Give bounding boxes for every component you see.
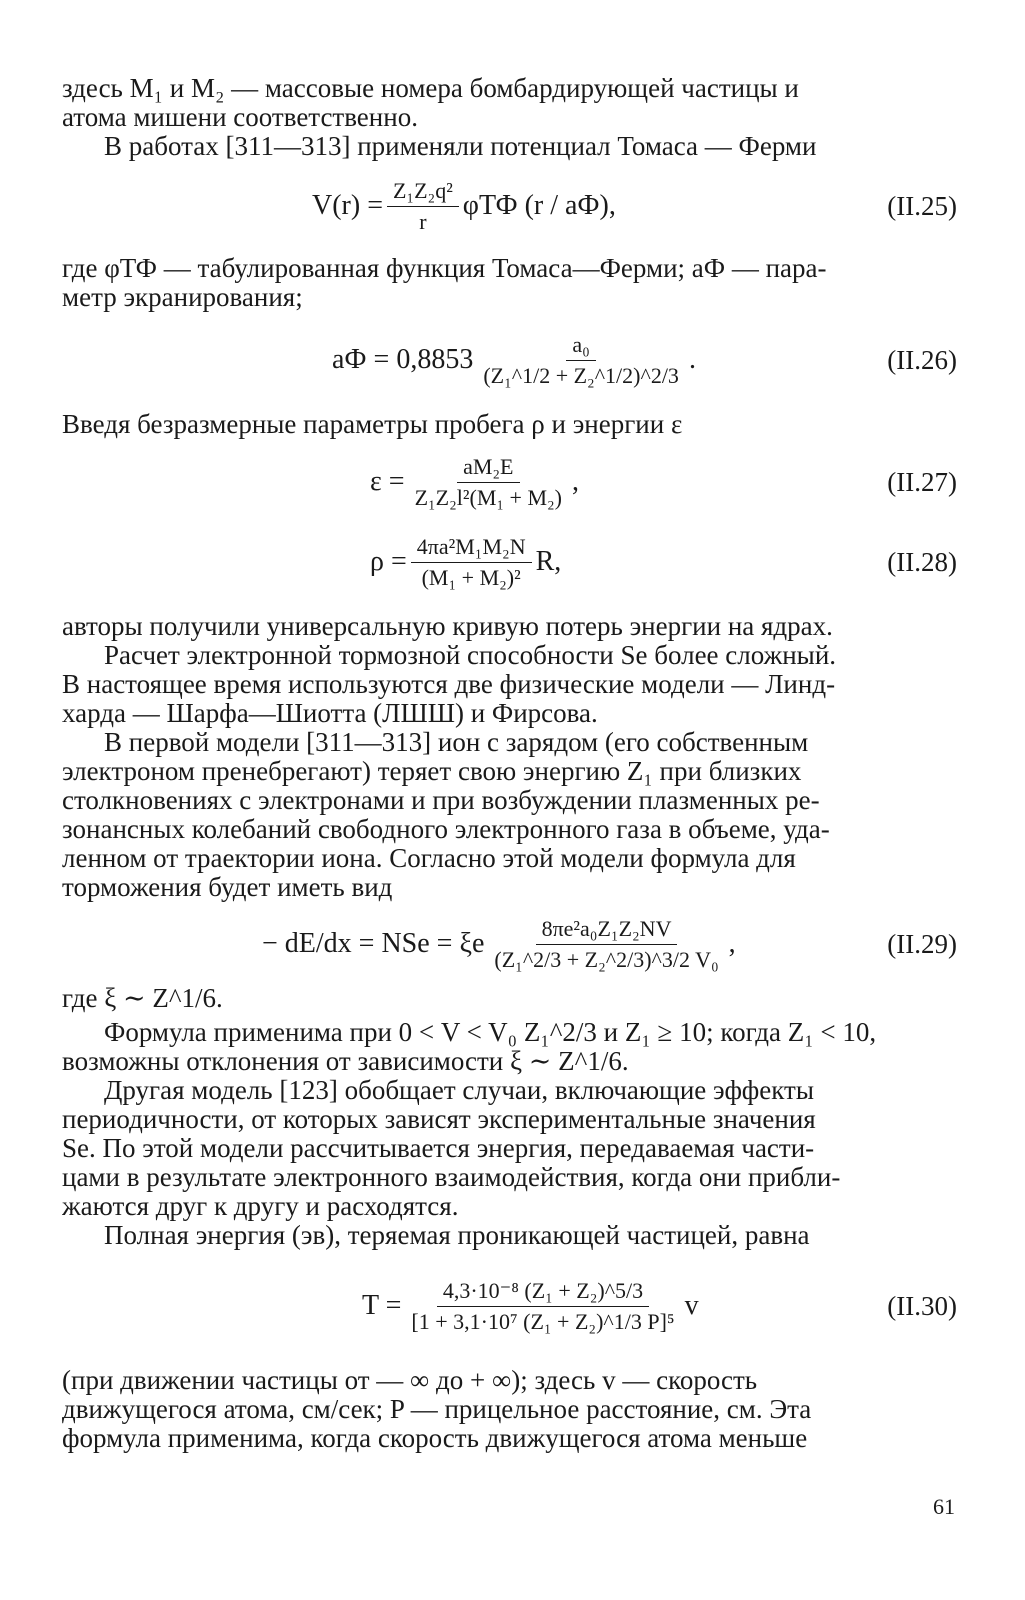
eq-denominator: r xyxy=(419,208,427,234)
equation-number: (II.25) xyxy=(887,190,957,221)
eq-lhs: ε = xyxy=(370,466,405,497)
equation-II-26 xyxy=(62,320,957,400)
equation-number: (II.29) xyxy=(887,928,957,959)
text-line: Другая модель [123] обобщает случаи, включающие эффекты xyxy=(104,1076,814,1105)
eq-tail: φТФ (r / aФ), xyxy=(462,190,616,221)
eq-denominator: [1 + 3,1·10⁷ (Z₁ + Z₂)^1/3 P]⁵ xyxy=(411,1308,675,1334)
equation-II-29 xyxy=(62,904,957,984)
eq-fraction xyxy=(405,1278,680,1335)
text-line: В первой модели [311—313] ион с зарядом (его собственным xyxy=(104,728,809,757)
equation-number: (II.27) xyxy=(887,466,957,497)
paragraph-7 xyxy=(62,1018,957,1250)
eq-lhs: V(r) = xyxy=(312,190,383,221)
eq-lhs: − dE/dx = NSe = ξe xyxy=(262,928,485,959)
text-line: (при движении частицы от — ∞ до + ∞); здесь v — скорость xyxy=(62,1366,758,1395)
text-line: электроном пренебрегают) теряет свою энергию Z₁ при близких xyxy=(62,757,802,786)
text-line: формула применима, когда скорость движущегося атома меньше xyxy=(62,1424,808,1453)
eq-tail: , xyxy=(572,466,580,497)
text-line: возможны отклонения от зависимости ξ ∼ Z^1/6. xyxy=(62,1047,629,1076)
text-line: движущегося атома, см/сек; P — прицельное расстояние, см. Эта xyxy=(62,1395,812,1424)
eq-numerator: a₀ xyxy=(566,332,595,361)
text-line: Расчет электронной тормозной способности Se более сложный. xyxy=(104,641,837,670)
eq-lhs: aФ = 0,8853 xyxy=(332,344,474,375)
paragraph-6 xyxy=(62,984,957,1013)
eq-tail: v xyxy=(684,1290,699,1321)
eq-lhs: T = xyxy=(362,1290,402,1321)
eq-tail: R, xyxy=(535,546,562,577)
text-line: здесь M₁ и M₂ — массовые номера бомбардирующей частицы и xyxy=(62,74,799,103)
equation-II-30 xyxy=(62,1266,957,1346)
text-line: В работах [311—313] применяли потенциал Томаса — Ферми xyxy=(104,132,817,161)
paragraph-3 xyxy=(62,254,957,312)
text-line: Полная энергия (эв), теряемая проникающей частицей, равна xyxy=(104,1221,810,1250)
eq-denominator: (Z₁^2/3 + Z₂^2/3)^3/2 V₀ xyxy=(494,946,719,972)
text-line: периодичности, от которых зависят экспериментальные значения xyxy=(62,1105,816,1134)
page-number: 61 xyxy=(933,1494,955,1519)
paragraph-5 xyxy=(62,612,957,902)
equation-II-28 xyxy=(62,522,957,602)
equation-II-25 xyxy=(62,166,957,246)
text-line: ленном от траектории иона. Согласно этой модели формула для xyxy=(62,844,796,873)
eq-lhs: ρ = xyxy=(370,546,407,577)
text-line: столкновениях с электронами и при возбуждении плазменных ре- xyxy=(62,786,820,815)
text-line: харда — Шарфа—Шиотта (ЛШШ) и Фирсова. xyxy=(62,699,598,728)
eq-numerator: 4πa²M₁M₂N xyxy=(411,534,532,563)
eq-denominator: (Z₁^1/2 + Z₂^1/2)^2/3 xyxy=(483,362,679,388)
text-line: Введя безразмерные параметры пробега ρ и энергии ε xyxy=(62,410,683,439)
eq-tail: , xyxy=(728,928,736,959)
eq-tail: . xyxy=(688,344,696,375)
text-line: атома мишени соответственно. xyxy=(62,103,418,132)
paragraph-2 xyxy=(62,132,957,161)
text-line: зонансных колебаний свободного электронного газа в объеме, уда- xyxy=(62,815,830,844)
text-line: цами в результате электронного взаимодействия, когда они прибли- xyxy=(62,1163,841,1192)
text-line: жаются друг к другу и расходятся. xyxy=(62,1192,459,1221)
text-line: где φТФ — табулированная функция Томаса—Ферми; aФ — пара- xyxy=(62,254,827,283)
paragraph-4 xyxy=(62,410,957,439)
text-line: Se. По этой модели рассчитывается энергия, передаваемая части- xyxy=(62,1134,815,1163)
paragraph-8 xyxy=(62,1366,957,1453)
eq-fraction xyxy=(488,916,724,973)
eq-fraction xyxy=(409,454,568,511)
text-line: где ξ ∼ Z^1/6. xyxy=(62,984,223,1013)
eq-numerator: 4,3·10⁻⁸ (Z₁ + Z₂)^5/3 xyxy=(437,1278,649,1307)
eq-numerator: Z₁Z₂q² xyxy=(387,178,459,207)
text-line: торможения будет иметь вид xyxy=(62,873,393,902)
eq-fraction xyxy=(411,534,532,591)
eq-numerator: 8πe²a₀Z₁Z₂NV xyxy=(536,916,678,945)
equation-number: (II.30) xyxy=(887,1290,957,1321)
paragraph-1 xyxy=(62,74,957,132)
text-line: Формула применима при 0 < V < V₀ Z₁^2/3 и Z₁ ≥ 10; когда Z₁ < 10, xyxy=(104,1018,877,1047)
eq-fraction xyxy=(387,178,459,235)
equation-number: (II.26) xyxy=(887,344,957,375)
text-line: метр экранирования; xyxy=(62,283,303,312)
equation-II-27 xyxy=(62,442,957,522)
text-line: авторы получили универсальную кривую потерь энергии на ядрах. xyxy=(62,612,833,641)
eq-denominator: (M₁ + M₂)² xyxy=(421,564,521,590)
text-line: В настоящее время используются две физические модели — Линд- xyxy=(62,670,836,699)
eq-denominator: Z₁Z₂l²(M₁ + M₂) xyxy=(414,484,563,510)
equation-number: (II.28) xyxy=(887,546,957,577)
eq-numerator: aM₂E xyxy=(457,454,519,483)
eq-fraction xyxy=(477,332,685,389)
